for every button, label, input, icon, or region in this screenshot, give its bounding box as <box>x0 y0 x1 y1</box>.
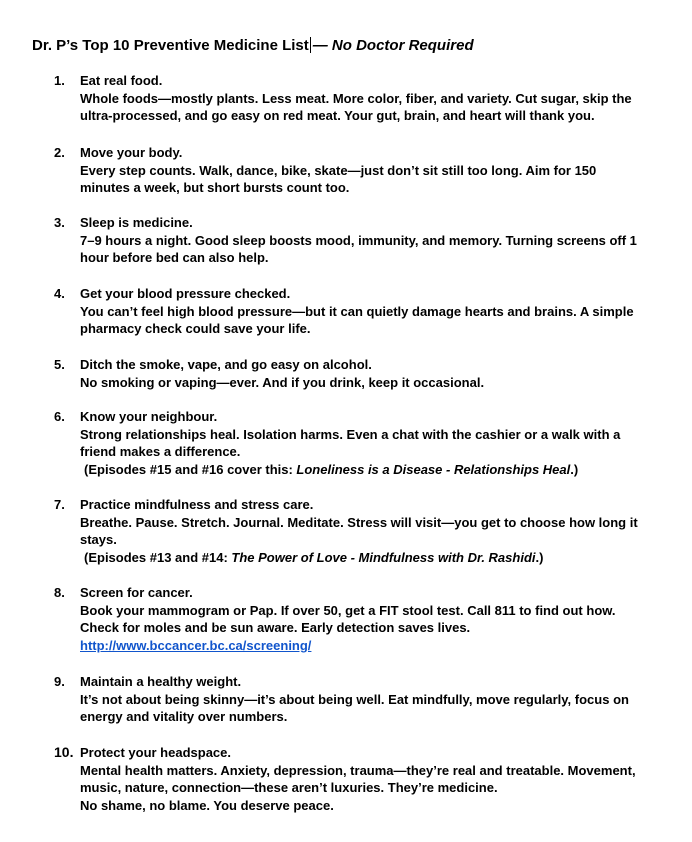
item-text-line: Whole foods—mostly plants. Less meat. More color, fiber, and variety. Cut sugar, skip the <box>80 90 632 106</box>
page-title <box>32 37 474 54</box>
item-text-line: hour before bed can also help. <box>80 250 269 266</box>
item-number: 7. <box>54 497 65 512</box>
item-number: 9. <box>54 674 65 689</box>
item-text-line: energy and vitality over numbers. <box>80 709 288 725</box>
item-text-line: Book your mammogram or Pap. If over 50, get a FIT stool test. Call 811 to find out how. <box>80 602 616 618</box>
item-number: 3. <box>54 215 65 230</box>
item-number: 4. <box>54 286 65 301</box>
item-heading: Protect your headspace. <box>80 745 231 760</box>
reference-prefix: (Episodes #15 and #16 cover this: <box>84 461 297 477</box>
item-text-line: music, nature, connection—these aren’t luxuries. They’re medicine. <box>80 780 498 796</box>
item-text-line: 7–9 hours a night. Good sleep boosts mood, immunity, and memory. Turning screens off 1 <box>80 232 637 248</box>
item-heading: Ditch the smoke, vape, and go easy on alcohol. <box>80 357 372 372</box>
item-text-line: Mental health matters. Anxiety, depression, trauma—they’re real and treatable. Movement, <box>80 762 636 778</box>
item-number: 5. <box>54 357 65 372</box>
item-number: 1. <box>54 73 65 88</box>
reference-prefix: (Episodes #13 and #14: <box>84 549 232 565</box>
item-text-line: stays. <box>80 532 117 548</box>
item-text-line: It’s not about being skinny—it’s about being well. Eat mindfully, move regularly, focus on <box>80 691 629 707</box>
item-text-line: ultra-processed, and go easy on red meat. Your gut, brain, and heart will thank you. <box>80 108 595 124</box>
item-text-line: Breathe. Pause. Stretch. Journal. Meditate. Stress will visit—you get to choose how long it <box>80 514 638 530</box>
item-text-line: Every step counts. Walk, dance, bike, skate—just don’t sit still too long. Aim for 150 <box>80 162 597 178</box>
item-number: 6. <box>54 409 65 424</box>
item-text-line: You can’t feel high blood pressure—but it can quietly damage hearts and brains. A simple <box>80 303 634 319</box>
reference-suffix: .) <box>535 549 544 565</box>
episode-title: Loneliness is a Disease - Relationships Heal <box>296 461 571 477</box>
item-number: 2. <box>54 145 65 160</box>
item-text-line: minutes a week, but short bursts count too. <box>80 180 350 196</box>
item-text-line: friend makes a difference. <box>80 444 241 460</box>
bccancer-screening-link[interactable]: http://www.bccancer.bc.ca/screening/ <box>80 637 312 653</box>
item-heading: Get your blood pressure checked. <box>80 286 291 301</box>
episode-reference <box>80 549 660 567</box>
text-cursor <box>310 37 311 53</box>
item-heading: Practice mindfulness and stress care. <box>80 497 314 512</box>
item-heading: Sleep is medicine. <box>80 215 193 230</box>
item-heading: Maintain a healthy weight. <box>80 674 242 689</box>
episode-reference <box>80 461 660 479</box>
item-text-line: No shame, no blame. You deserve peace. <box>80 797 334 813</box>
item-heading: Move your body. <box>80 145 183 160</box>
item-number: 10. <box>54 744 74 760</box>
item-heading: Know your neighbour. <box>80 409 218 424</box>
title-subtitle: — No Doctor Required <box>312 37 474 54</box>
item-text-line: Strong relationships heal. Isolation harms. Even a chat with the cashier or a walk with a <box>80 426 621 442</box>
title-main: Dr. P’s Top 10 Preventive Medicine List <box>32 37 309 54</box>
item-text-line: No smoking or vaping—ever. And if you drink, keep it occasional. <box>80 374 485 390</box>
item-text-line: pharmacy check could save your life. <box>80 321 311 337</box>
item-heading: Screen for cancer. <box>80 585 193 600</box>
episode-title: The Power of Love - Mindfulness with Dr. Rashidi <box>231 549 536 565</box>
item-number: 8. <box>54 585 65 600</box>
item-heading: Eat real food. <box>80 73 163 88</box>
reference-suffix: .) <box>570 461 579 477</box>
item-text-line: Check for moles and be sun aware. Early detection saves lives. <box>80 620 471 636</box>
